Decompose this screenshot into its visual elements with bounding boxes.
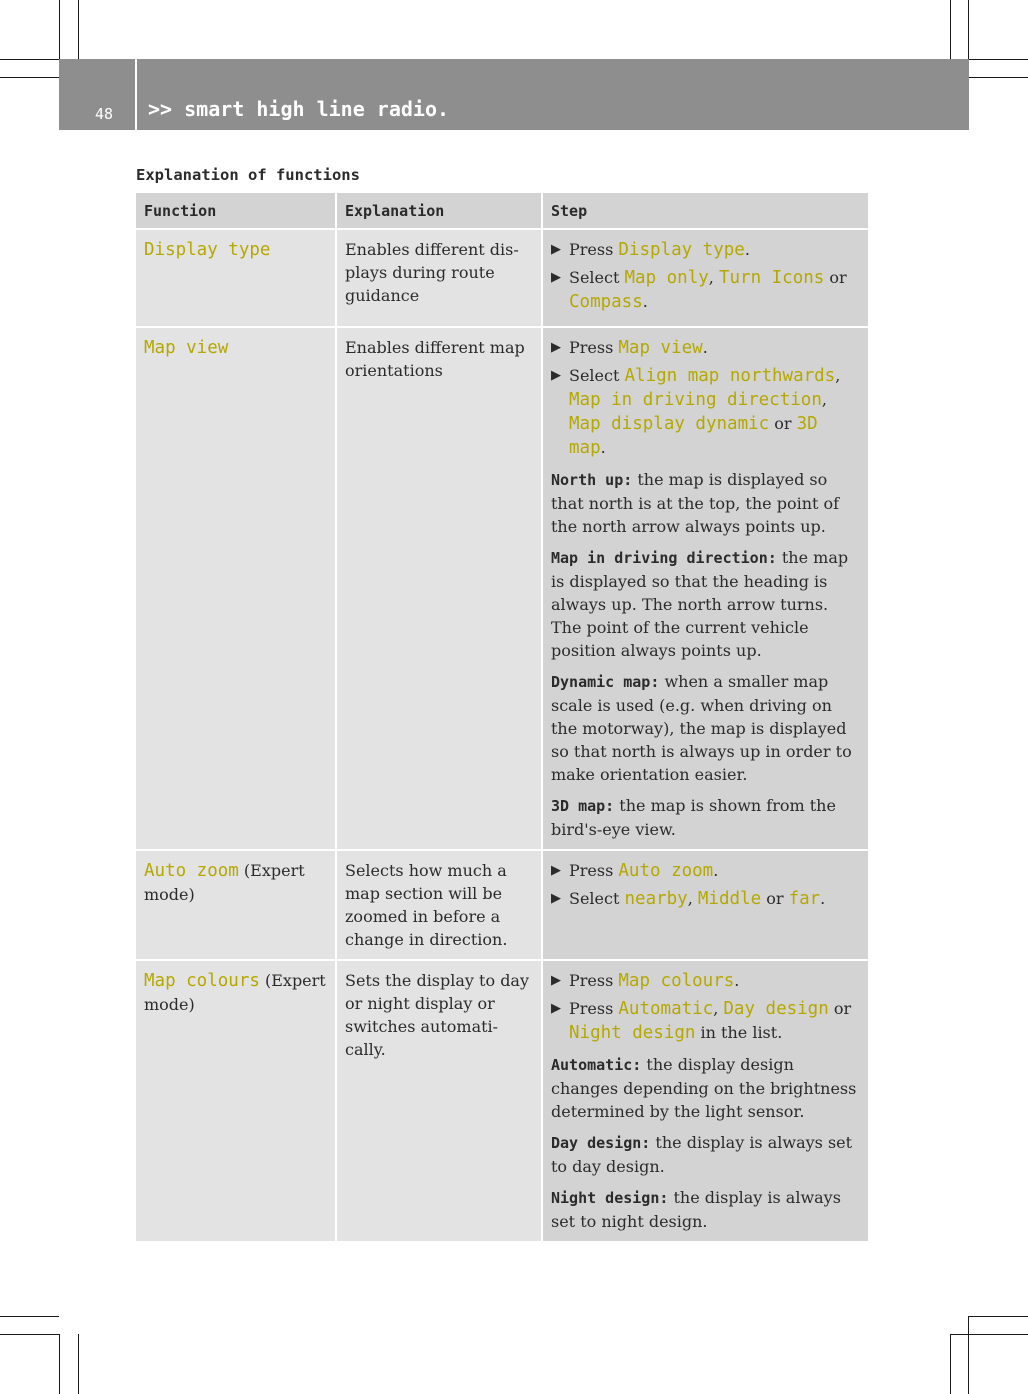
crop-mark [969,1316,1028,1317]
ui-term: Display type [618,240,745,260]
step-text: Press [569,999,619,1018]
function-name: Map colours [144,971,260,991]
crop-mark [78,1334,79,1394]
ui-term: Day design [723,999,829,1019]
functions-table [136,193,868,1243]
column-header-step: Step [542,193,868,229]
crop-mark [968,1316,969,1394]
step-text: Select [569,889,625,908]
step-text: in the list. [695,1023,783,1042]
page-header [59,59,969,130]
header-divider [135,59,137,130]
crop-mark [0,1334,59,1335]
ui-term: Turn Icons [718,268,825,288]
ui-term: 3D map [569,414,818,458]
note-text: the map is displayed so that north is at the top, the point of the north arrow always points up. [551,470,840,536]
crop-mark [0,77,59,78]
step-text: . [820,889,826,908]
step-item [551,997,860,1045]
step-text: , [821,390,827,409]
crop-mark [0,59,59,60]
step-cell [542,229,868,327]
function-name: Auto zoom [144,861,239,881]
note-label: 3D map: [551,797,615,815]
ui-term: Map in driving direction [569,390,822,410]
step-text: Press [569,240,619,259]
page-number: 48 [95,105,114,123]
step-arrow-icon: ▶ [551,270,561,285]
step-item [551,238,860,262]
step-text: . [642,292,648,311]
note [551,670,860,786]
function-cell [136,229,336,327]
crop-mark [969,77,1028,78]
note-label: Dynamic map: [551,673,660,691]
step-text: , [713,999,724,1018]
step-item [551,887,860,911]
crop-mark [59,1334,60,1394]
column-header-function: Function [136,193,336,229]
step-cell [542,960,868,1242]
step-arrow-icon: ▶ [551,973,561,988]
step-text: Select [569,268,625,287]
crop-mark [968,0,969,59]
crop-mark [59,0,60,59]
step-text: , [708,268,719,287]
section-title: Explanation of functions [136,166,360,184]
note [551,546,860,662]
table-row [136,229,868,327]
step-arrow-icon: ▶ [551,242,561,257]
step-text: or [761,889,789,908]
step-item [551,336,860,360]
crop-mark [78,0,79,59]
ui-term: Map colours [618,971,735,991]
note-label: Automatic: [551,1056,642,1074]
note-text: the display is always set to night design. [551,1188,841,1231]
crop-mark [950,0,951,59]
function-suffix: (Expert mode) [144,971,326,1014]
step-arrow-icon: ▶ [551,891,561,906]
note-label: Map in driving direction: [551,549,777,567]
step-text: . [734,971,740,990]
function-name: Map view [144,338,229,358]
note [551,468,860,538]
note-label: Night design: [551,1189,669,1207]
step-cell [542,327,868,850]
step-text: . [713,861,719,880]
explanation-cell: Sets the display to day or night display or switches automati-cally. [336,960,542,1242]
note-text: the display design changes depending on the brightness determined by the light sensor. [551,1055,857,1121]
table-row [136,960,868,1242]
ui-term: Compass [569,292,643,312]
note-text: the map is displayed so that the heading is always up. The north arrow turns. The point of the current vehicle position always points up. [551,548,849,660]
ui-term: Map only [624,268,709,288]
step-arrow-icon: ▶ [551,368,561,383]
ui-term: far [788,889,821,909]
explanation-cell: Selects how much a map section will be zoomed in before a change in direction. [336,850,542,960]
step-item [551,364,860,460]
step-text: Press [569,338,619,357]
ui-term: Auto zoom [618,861,714,881]
note [551,1053,860,1123]
function-cell [136,850,336,960]
explanation-cell: Enables different map orientations [336,327,542,850]
step-text: . [600,438,606,457]
chapter-title: >> smart high line radio. [148,97,450,121]
step-text: , [687,889,698,908]
step-text: or [769,414,797,433]
step-text: Press [569,861,619,880]
function-suffix: (Expert mode) [144,861,305,904]
explanation-cell: Enables different dis-plays during route guidance [336,229,542,327]
note [551,1131,860,1178]
note [551,1186,860,1233]
step-text: or [828,999,852,1018]
note [551,794,860,841]
function-name: Display type [144,240,271,260]
ui-term: Night design [569,1023,696,1043]
note-text: the display is always set to day design. [551,1133,853,1176]
note-label: North up: [551,471,633,489]
ui-term: Automatic [618,999,714,1019]
column-header-explanation: Explanation [336,193,542,229]
step-text: Press [569,971,619,990]
note-text: when a smaller map scale is used (e.g. when driving on the motorway), the map is displayed so that north is always up in order to make orientation easier. [551,672,852,784]
step-text: Select [569,366,625,385]
step-text: . [744,240,750,259]
step-item [551,266,860,314]
step-arrow-icon: ▶ [551,340,561,355]
table-row [136,850,868,960]
step-arrow-icon: ▶ [551,1001,561,1016]
note-text: the map is shown from the bird's-eye view. [551,796,836,839]
step-text: . [702,338,708,357]
function-cell [136,327,336,850]
crop-mark [950,1334,1028,1335]
step-item [551,969,860,993]
ui-term: Map display dynamic [569,414,770,434]
step-arrow-icon: ▶ [551,863,561,878]
ui-term: nearby [624,889,688,909]
ui-term: Map view [618,338,703,358]
step-cell [542,850,868,960]
table-row [136,327,868,850]
ui-term: Middle [697,889,762,909]
ui-term: Align map northwards [624,366,836,386]
crop-mark [950,1334,951,1394]
table-header-row [136,193,868,229]
crop-mark [0,1316,59,1317]
crop-mark [969,59,1028,60]
step-text: or [824,268,847,287]
note-label: Day design: [551,1134,651,1152]
step-item [551,859,860,883]
step-text: , [835,366,841,385]
function-cell [136,960,336,1242]
